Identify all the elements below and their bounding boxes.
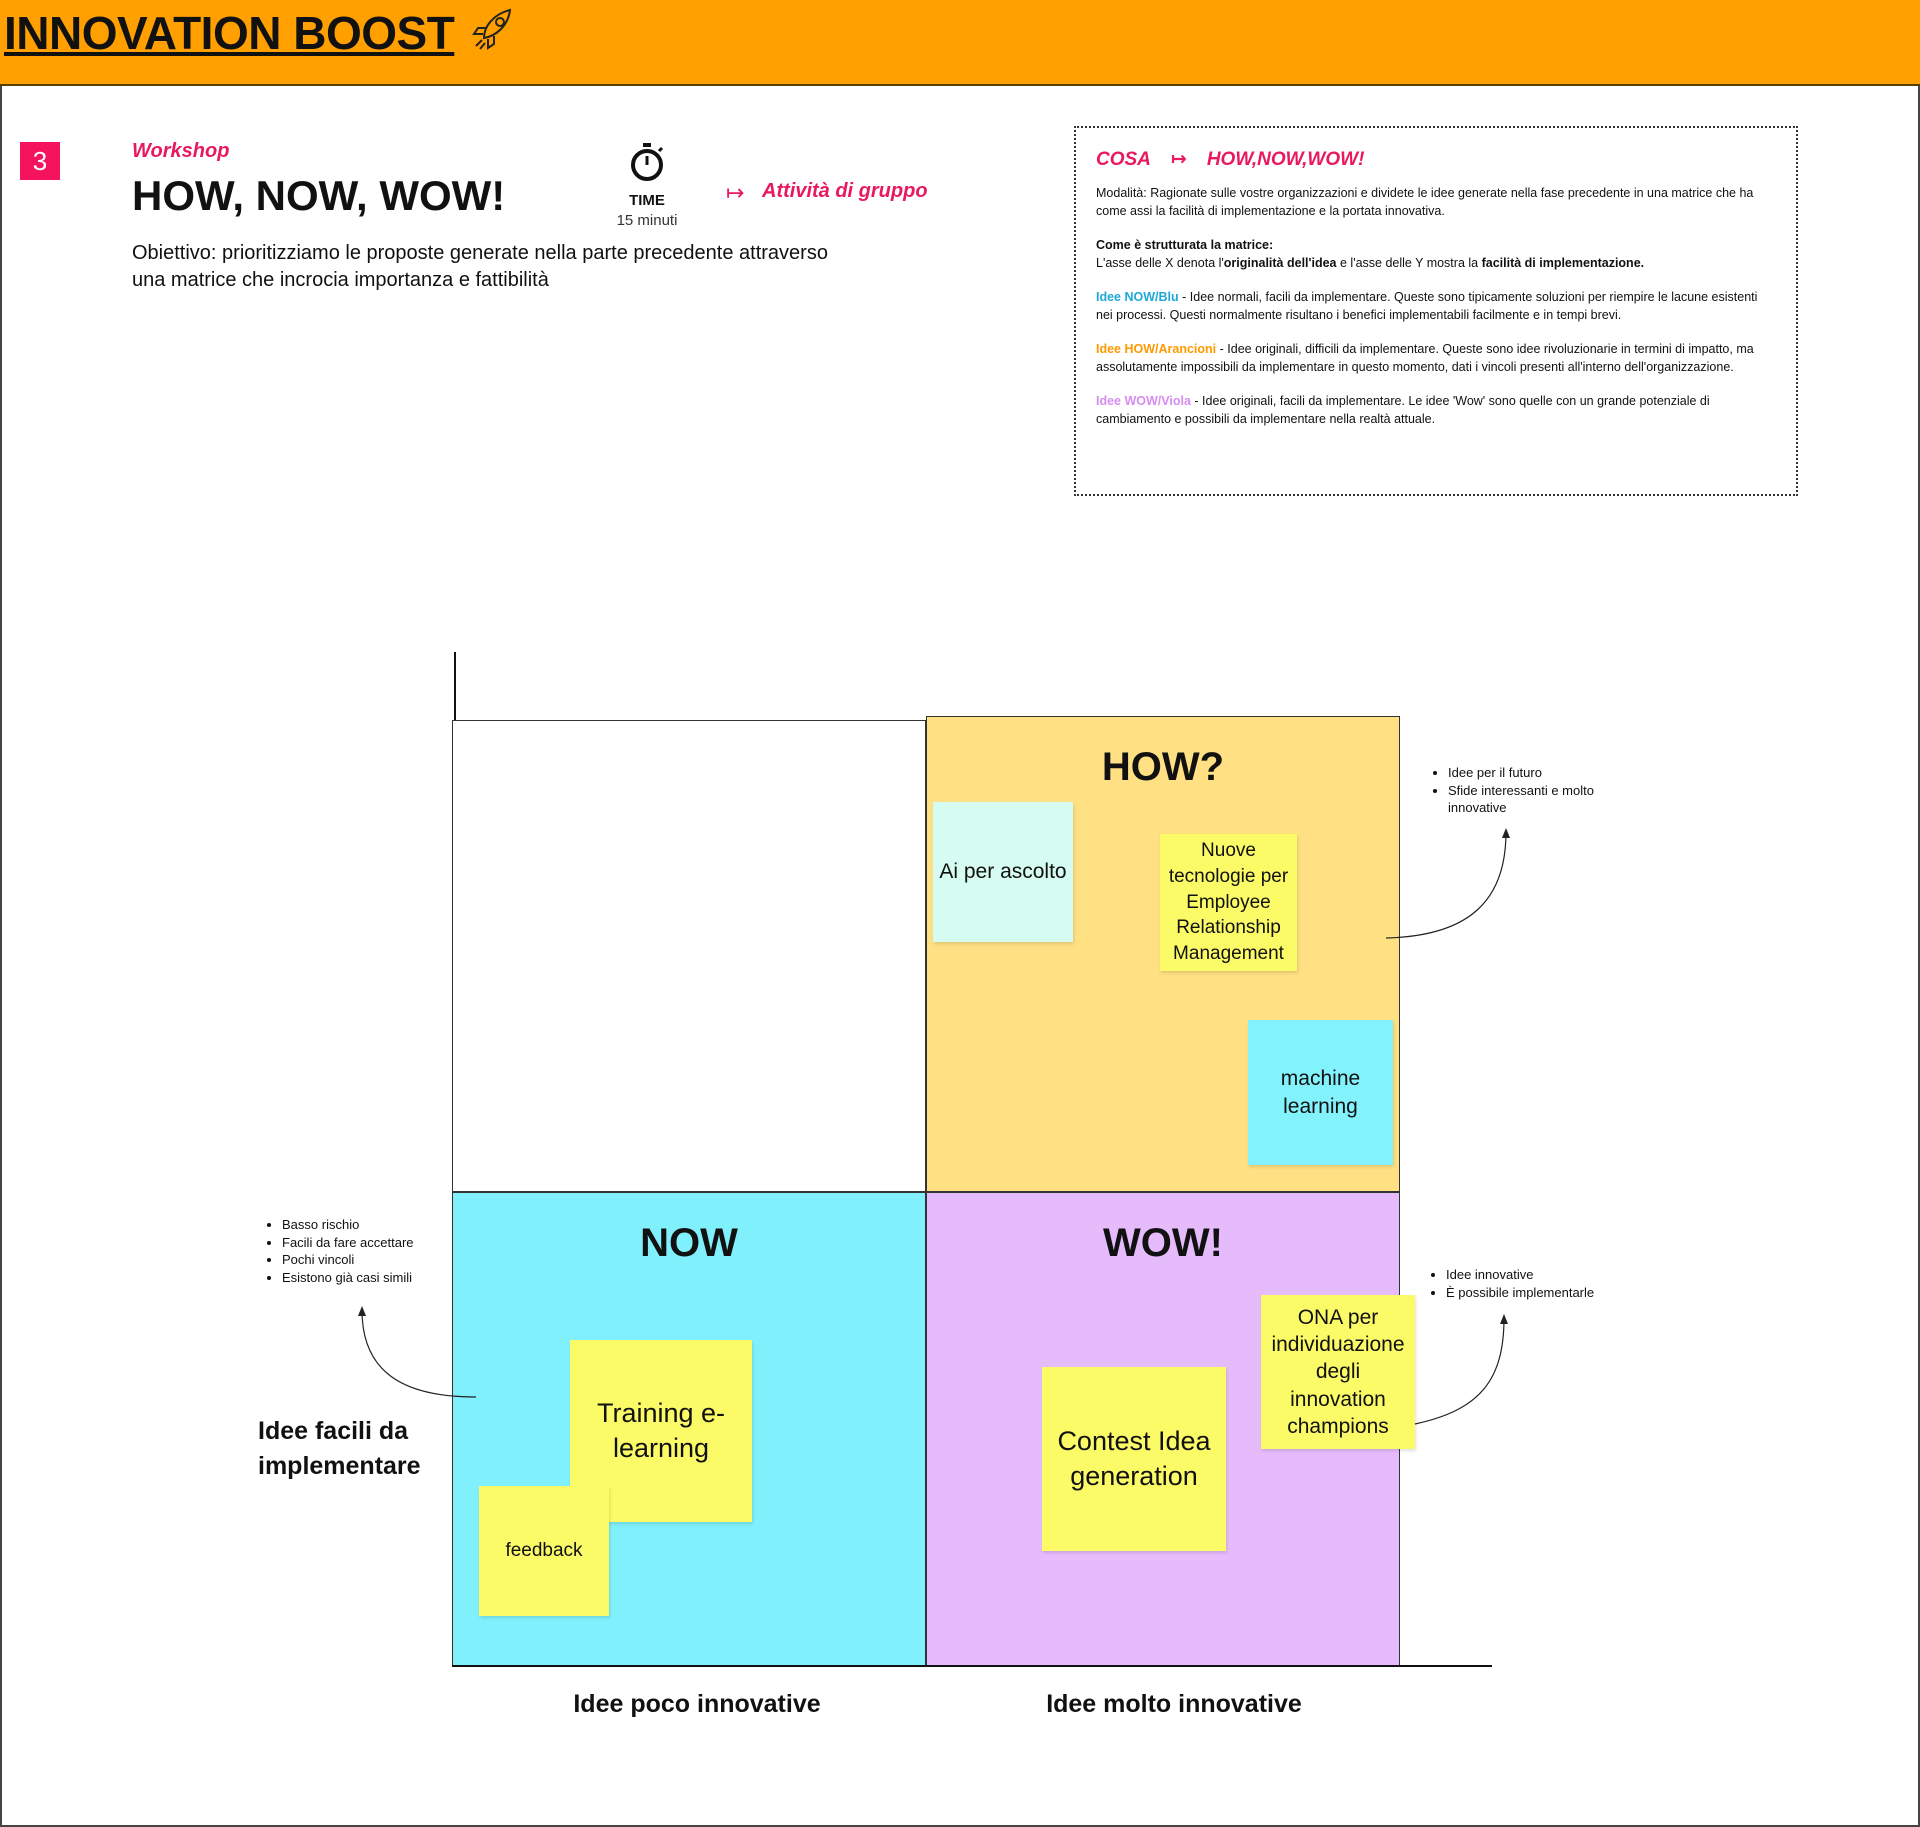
page-title: HOW, NOW, WOW! [132,172,506,219]
note-item: • Idee per il futuro [1448,764,1604,782]
note-list [1434,764,1604,817]
sticky-note[interactable]: Ai per ascolto [933,802,1073,942]
quadrant-how-label: HOW? [1101,745,1225,789]
wow-legend-label: Idee WOW/Viola [1096,394,1191,408]
struttura-text-b: originalità dell'idea [1223,255,1337,270]
sticky-note[interactable]: ONA per individuazione degli innovation champions [1261,1295,1415,1449]
time-value: 15 minuti [616,212,678,229]
instructions-heading [1096,148,1776,171]
activity-arrow-icon: ↦ [726,180,745,205]
note-now [268,1216,448,1286]
note-item: • Sfide interessanti e molto innovative [1448,782,1604,817]
heading-arrow-icon: ↦ [1170,149,1187,170]
instructions-box [1074,126,1798,496]
time-label: TIME [629,192,665,209]
modalita-paragraph: Modalità: Ragionate sulle vostre organizzazioni e dividete le idee generate nella fase precedente in una matrice che ha come assi la facilità di implementazione e la portata innovativa. [1096,186,1754,218]
sticky-note[interactable]: Nuove tecnologie per Employee Relationship Management [1160,834,1297,971]
x-axis-label-left: Idee poco innovative [573,1690,821,1718]
how-legend-label: Idee HOW/Arancioni [1096,342,1217,356]
rocket-icon [470,6,516,52]
instructions-heading-right: HOW,NOW,WOW! [1206,149,1365,170]
struttura-paragraph [1096,237,1776,272]
objective-text: Obiettivo: prioritizziamo le proposte generate nella parte precedente attraverso una matrice che incrocia importanza e fattibilità [132,242,828,291]
now-legend-text: - Idee normali, facili da implementare. Queste sono tipicamente soluzioni per riempire le lacune esistenti nei processi. Questi normalmente risultano i benefici implementabili facilmente e in tempi brevi. [1096,290,1758,322]
note-list [1432,1266,1632,1301]
section-kicker: Workshop [132,140,230,162]
note-item: • Idee innovative [1446,1266,1632,1284]
y-axis-label: Idee facili da implementare [258,1417,421,1480]
sticky-note[interactable]: machine learning [1248,1020,1393,1165]
sticky-note[interactable]: Training e-learning [570,1340,752,1522]
note-wow [1432,1266,1632,1301]
step-number-badge: 3 [20,142,60,180]
stopwatch-icon [628,142,666,182]
instructions-heading-left: COSA [1096,149,1151,170]
brand-title: INNOVATION BOOST [4,7,455,59]
struttura-text-d: facilità di implementazione. [1481,255,1645,270]
now-paragraph [1096,289,1776,324]
struttura-title: Come è strutturata la matrice: [1096,238,1274,252]
now-legend-label: Idee NOW/Blu [1096,290,1179,304]
sticky-note[interactable]: Contest Idea generation [1042,1367,1226,1551]
how-paragraph [1096,341,1776,376]
struttura-text-c: e l'asse delle Y mostra la [1336,255,1482,270]
note-item: • È possibile implementarle [1446,1284,1632,1302]
activity-label: Attività di gruppo [762,180,928,202]
wow-paragraph [1096,393,1776,428]
note-item: • Basso rischio [282,1216,448,1234]
note-item: • Pochi vincoli [282,1251,448,1269]
note-how [1434,764,1604,817]
x-axis-label-right: Idee molto innovative [1046,1690,1302,1718]
wow-legend-text: - Idee originali, facili da implementare. Le idee 'Wow' sono quelle con un grande potenziale di cambiamento e possibili da implementare nella realtà attuale. [1096,394,1710,426]
how-legend-text: - Idee originali, difficili da implementare. Queste sono idee rivoluzionarie in termini di impatto, ma assolutamente impossibili da implementare in questo momento, dati i vincoli presenti all'interno dell'organizzazione. [1096,342,1754,374]
x-axis-line [452,1665,1492,1667]
note-item: • Esistono già casi simili [282,1269,448,1287]
struttura-text-a: L'asse delle X denota l' [1096,255,1224,270]
note-item: • Facili da fare accettare [282,1234,448,1252]
quadrant-empty [452,720,926,1192]
header-bar [0,0,1920,86]
quadrant-now-label: NOW [640,1221,738,1265]
sticky-note[interactable]: feedback [479,1486,609,1616]
note-list [268,1216,448,1286]
quadrant-wow-label: WOW! [1103,1221,1223,1265]
